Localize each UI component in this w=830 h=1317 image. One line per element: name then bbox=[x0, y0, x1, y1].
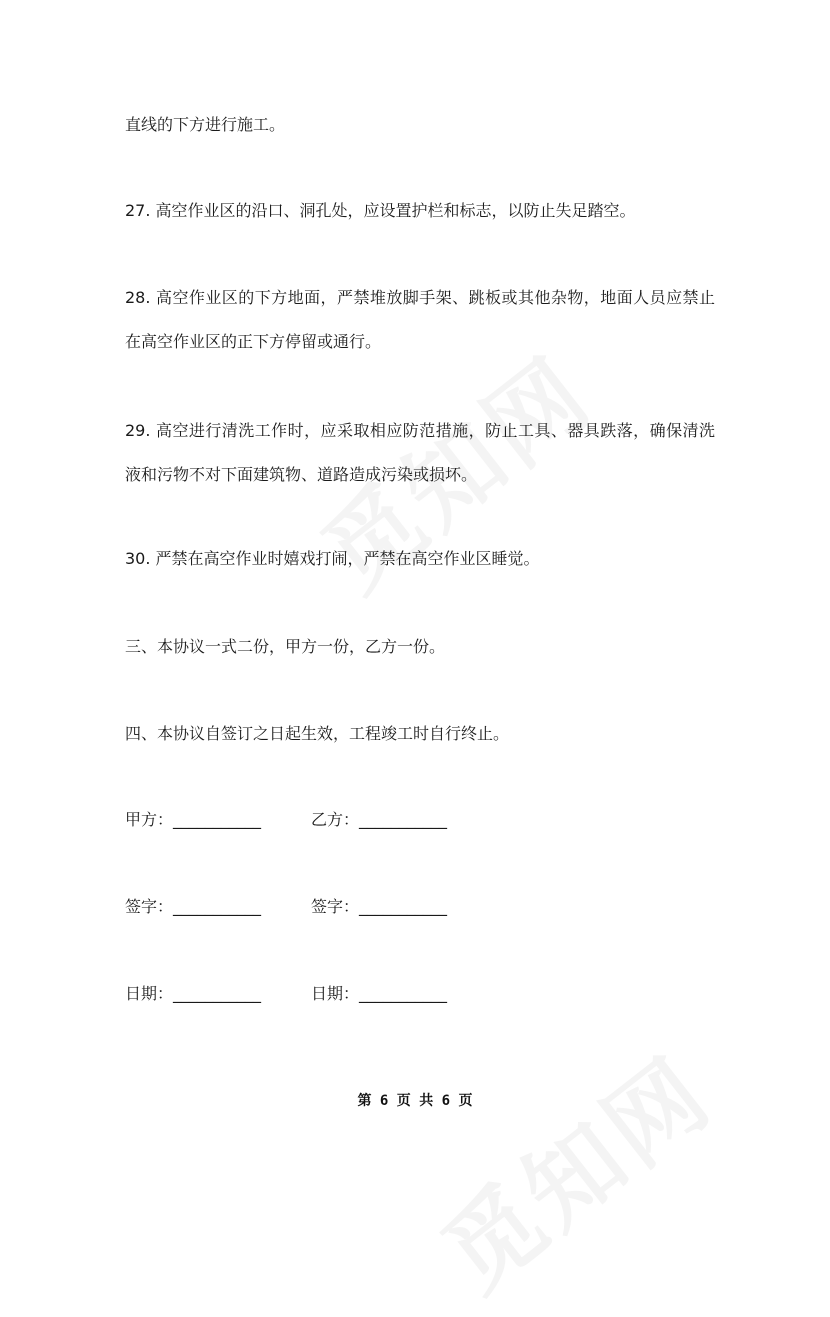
paragraph-clause-4: 四、本协议自签订之日起生效，工程竣工时自行终止。 bbox=[125, 724, 510, 743]
paragraph-item-29: 29. 高空进行清洗工作时，应采取相应防范措施，防止工具、器具跌落，确保清洗液和污物不对下面建筑物、道路造成污染或损坏。 bbox=[125, 421, 715, 484]
party-b-field: 乙方：___________ bbox=[311, 810, 448, 829]
date-b-field: 日期：___________ bbox=[311, 984, 448, 1003]
date-a-field: 日期：___________ bbox=[125, 984, 262, 1003]
paragraph-clause-3: 三、本协议一式二份，甲方一份，乙方一份。 bbox=[125, 637, 446, 656]
sign-a-field: 签字：___________ bbox=[125, 897, 262, 916]
signature-row-sign bbox=[125, 885, 497, 929]
signature-row-party bbox=[125, 798, 497, 842]
page-footer: 第 6 页 共 6 页 bbox=[357, 1093, 473, 1109]
signature-row-date bbox=[125, 972, 497, 1016]
paragraph-item-30: 30. 严禁在高空作业时嬉戏打闹，严禁在高空作业区睡觉。 bbox=[125, 549, 540, 568]
paragraph-item-27: 27. 高空作业区的沿口、洞孔处，应设置护栏和标志，以防止失足踏空。 bbox=[125, 201, 636, 220]
watermark bbox=[410, 1020, 735, 1316]
sign-b-field: 签字：___________ bbox=[311, 897, 448, 916]
party-a-field: 甲方：___________ bbox=[125, 810, 262, 829]
paragraph-continuation: 直线的下方进行施工。 bbox=[125, 115, 286, 134]
paragraph-item-28: 28. 高空作业区的下方地面，严禁堆放脚手架、跳板或其他杂物，地面人员应禁止在高空作业区的正下方停留或通行。 bbox=[125, 288, 715, 351]
